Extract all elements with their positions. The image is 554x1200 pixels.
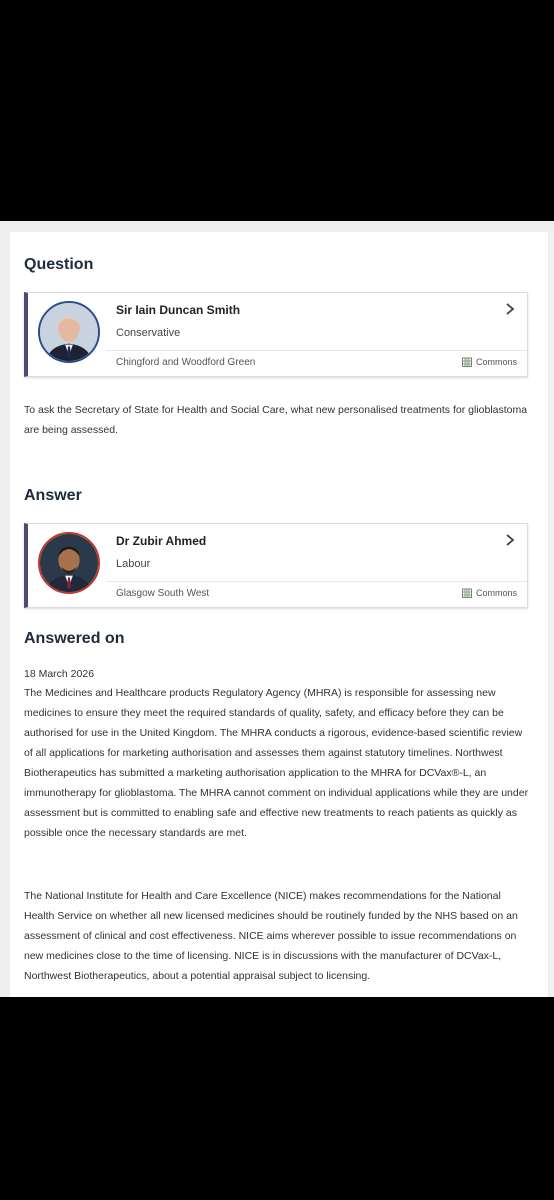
page [0,221,554,997]
question-heading: Question [24,256,94,273]
answer-paragraph-2: The National Institute for Health and Care Excellence (NICE) makes recommendations for the National Health Service on whether all new licensed medicines should be routinely funded by the NHS based on an assessment of clinical and cost effectiveness. NICE aims wherever possible to issue recommendations on new medicines close to the time of licensing. NICE is in discussions with the manufacturer of DCVax-L, Northwest Biotherapeutics, about a potential appraisal subject to licensing. [24,890,518,982]
portcullis-icon [462,588,472,598]
answered-on-heading: Answered on [24,630,125,647]
answer-paragraph-1: The Medicines and Healthcare products Regulatory Agency (MHRA) is responsible for assessing new medicines to ensure they meet the required standards of quality, safety, and efficacy before they can be authorised for use in the United Kingdom. The MHRA conducts a rigorous, evidence-based scientific review of all applications for marketing authorisation and assesses them against statutory timelines. Northwest Biotherapeutics has submitted a marketing authorisation application to the MHRA for DCVax®-L, an immunotherapy for glioblastoma. The MHRA cannot comment on individual applications while they are under assessment but is committed to enabling safe and effective new treatments to reach patients as quickly as possible once the necessary standards are met. [24,687,529,839]
chevron-right-icon[interactable] [503,302,517,316]
question-text: To ask the Secretary of State for Health and Social Care, what new personalised treatments for glioblastoma are being assessed. [24,404,528,436]
answer-member-name: Dr Zubir Ahmed [116,534,207,548]
answer-member-constituency: Glasgow South West [116,588,210,599]
question-member-house-label: Commons [475,357,517,367]
answer-date: 18 March 2026 [24,668,95,680]
avatar-portrait-icon [40,303,98,361]
avatar-portrait-icon [40,534,98,592]
question-member-house [462,357,517,367]
question-member-avatar [38,301,100,363]
scrollbar[interactable] [550,232,554,997]
question-member-footer [106,350,527,377]
answer-member-party: Labour [116,558,151,570]
answer-member-house [462,588,517,598]
question-member-party: Conservative [116,327,181,339]
answer-member-card[interactable] [24,523,528,608]
question-member-name: Sir Iain Duncan Smith [116,303,241,317]
answer-heading: Answer [24,487,82,504]
written-question-content [10,232,548,997]
portcullis-icon [462,357,472,367]
answer-member-avatar [38,532,100,594]
answer-member-footer [106,581,527,608]
question-member-card[interactable] [24,292,528,377]
answer-member-house-label: Commons [475,588,517,598]
question-member-constituency: Chingford and Woodford Green [116,357,256,368]
chevron-right-icon[interactable] [503,533,517,547]
